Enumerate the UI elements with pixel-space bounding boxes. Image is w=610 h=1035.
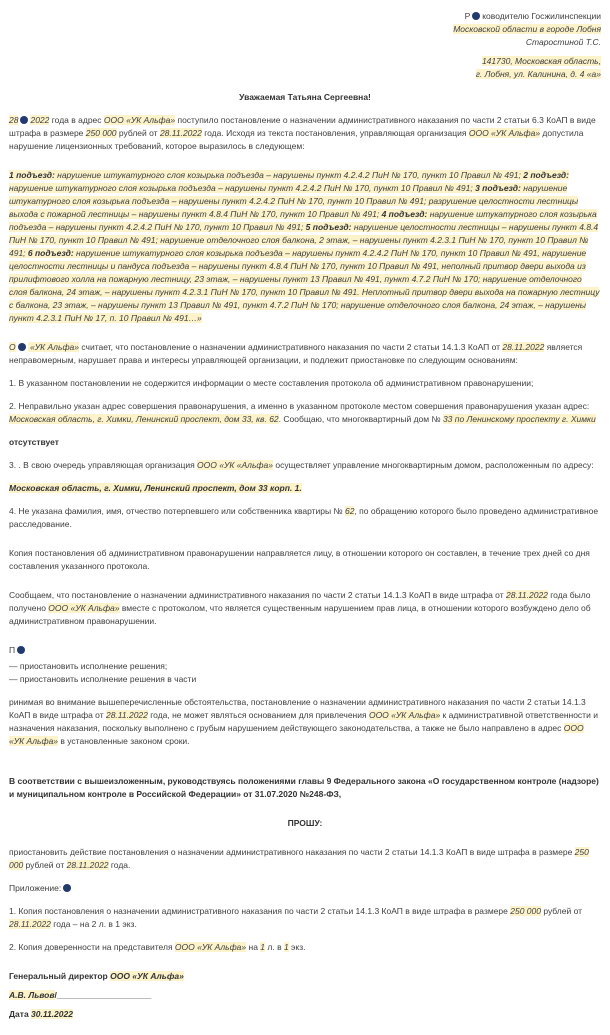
received-paragraph xyxy=(9,589,601,628)
option-item-2 xyxy=(9,673,601,686)
text-run: Сообщаем, что постановление о назначении административного наказания по части 2 статьи 14.1.3 КоАП в виде штрафа от xyxy=(9,590,506,600)
ground-1 xyxy=(9,377,601,390)
template-field-value[interactable]: 28.11.2022 xyxy=(505,590,548,600)
template-field-value[interactable]: 6 подъезд: xyxy=(27,248,74,258)
text-run: Генеральный директор xyxy=(9,971,111,981)
violations-paragraph xyxy=(9,169,601,325)
text-run: отсутствует xyxy=(9,437,59,447)
text-run: ПРОШУ: xyxy=(287,818,323,828)
text-run: года было получено xyxy=(9,590,591,613)
template-field-value[interactable]: 2 подъезд: xyxy=(523,170,570,180)
copy-rule-paragraph xyxy=(9,547,601,573)
template-field-value[interactable]: нарушение штукатурного слоя козырька подъезда – нарушены пункт 4.2.4.2 ПиН № 170, пункт 10 Правил № 491; xyxy=(9,183,476,193)
template-field-value[interactable]: 2022 xyxy=(30,115,50,125)
template-field-value[interactable]: 28.11.2022 xyxy=(66,860,109,870)
template-field-value[interactable]: ООО «УК Альфа» xyxy=(9,723,584,746)
template-field-value[interactable]: О xyxy=(9,342,16,352)
template-field-value[interactable]: ООО «УК Альфа» xyxy=(103,115,176,125)
template-field-value[interactable]: ООО «УК Альфа» xyxy=(48,603,120,613)
text-run: /____________________ xyxy=(54,990,152,1000)
template-field-value[interactable]: 28.11.2022 xyxy=(502,342,545,352)
text-run: — приостановить исполнение решения; xyxy=(9,661,168,671)
template-field-value[interactable]: нарушение штукатурного слоя козырька подъезда – нарушены пункт 4.2.4.2 ПиН № 170, пункт 10 Правил № 491, нарушение целостности лестницы и пандуса подъезда – нарушены пункт 4.8.4 ПиН № 170, пункт 10 Правил № 491, неполный притвор двери выхода из прилифтового холла на пожарную лестницу, 23 этаж, – нарушены пункт 13 Правил № 491, пункт 4.7.2 ПиН № 170; нарушение отделочного слоя балкона, 24 этаж, – нарушены пункт 4.2.3.1 ПиН № 170, пункт 10 Правил № 491. Неплотный притвор двери выхода на пожарную лестницу с балкона, 23 этаж, – нарушены пункт 13 Правил № 491, пункт 4.7.2 ПиН № 170; нарушение отделочного слоя балкона, 24 этаж, – нарушены пункт 4.2.3.1 ПиН № 17, п. 10 Правил № 491…» xyxy=(9,248,600,323)
text-run: в установленные законом сроки. xyxy=(58,736,190,746)
managed-address xyxy=(9,482,601,495)
signature-line xyxy=(9,989,601,1002)
document-body xyxy=(9,10,601,1021)
text-run: года в адрес xyxy=(49,115,104,125)
template-field-value[interactable]: «УК Альфа» xyxy=(27,342,80,352)
ground-4 xyxy=(9,505,601,531)
template-field-value[interactable]: 1 xyxy=(283,942,289,952)
field-marker-dot-icon[interactable] xyxy=(20,116,28,124)
text-run: вместе с протоколом, что является существенным нарушением прав лица, в отношении которого возбуждено дело об административном правонарушении. xyxy=(9,603,591,626)
text-run: 1. В указанном постановлении не содержится информации о месте составления протокола об административном правонарушении; xyxy=(9,378,534,388)
text-run: года, не может являться основанием для привлечения xyxy=(147,710,369,720)
text-run: к административной ответственности и назначения наказания, поскольку выполнено с грубым нарушением действующего законодательства, а также не было направлено в адрес xyxy=(9,710,598,733)
template-field-value[interactable]: ООО «УК Альфа» xyxy=(174,942,247,952)
template-field-value[interactable]: 3 подъезд: xyxy=(475,183,521,193)
template-field-value[interactable]: 141730, Московская область, xyxy=(481,56,601,66)
text-run: 3. . В свою очередь управляющая организация xyxy=(9,460,198,470)
text-run: 1. Копия постановления о назначении административного наказания по части 2 статьи 14.1.3 КоАП в виде штрафа в размере xyxy=(9,906,511,916)
template-field-value[interactable]: 28.11.2022 xyxy=(9,919,51,929)
text-run: 2. Копия доверенности на представителя xyxy=(9,942,175,952)
template-field-value[interactable]: 4 подъезд: xyxy=(381,209,428,219)
attachments-heading xyxy=(9,882,601,895)
text-run: года. xyxy=(108,860,131,870)
template-field-value[interactable]: ООО «УК Альфа» xyxy=(468,128,541,138)
text-run: . Сообщаю, что многоквартирный дом № xyxy=(278,414,443,424)
text-run: допустила нарушение лицензионных требований, которое выразилось в следующем: xyxy=(9,128,584,151)
text-run: осуществляет управление многоквартирным домом, расположенным по адресу: xyxy=(273,460,594,470)
recipient-line-3 xyxy=(9,36,601,49)
text-run: рублей от xyxy=(116,128,160,138)
ground-2 xyxy=(9,400,601,426)
text-run: Приложение: xyxy=(9,883,62,893)
recipient-line-1 xyxy=(9,10,601,23)
intro-paragraph xyxy=(9,114,601,153)
field-marker-dot-icon[interactable] xyxy=(63,884,71,892)
text-run: В соответствии с вышеизложенным, руководствуясь положениями главы 9 Федерального закона «О государственном контроле (надзоре) и муниципальном контроле в Российской Федерации» от 31.07.2020 №248-ФЗ, xyxy=(9,776,599,799)
template-field-value[interactable]: ООО «УК Альфа» xyxy=(368,710,441,720)
template-field-value[interactable]: 250 000 xyxy=(510,906,541,916)
template-field-value[interactable]: 30.11.2022 xyxy=(31,1009,73,1019)
text-run: 4. Не указана фамилия, имя, отчество потерпевшего или собственника квартиры № xyxy=(9,506,345,516)
text-run: Уважаемая Татьяна Сергеевна! xyxy=(239,92,371,102)
text-run: Старостиной Т.С. xyxy=(525,37,601,47)
text-run: 2. Неправильно указан адрес совершения правонарушения, а именно в указанном протоколе местом совершения правонарушения указан адрес: xyxy=(9,401,590,411)
template-field-value[interactable]: Московской области в городе Лобня xyxy=(453,24,601,34)
text-run: П xyxy=(9,645,16,655)
text-run: считает, что постановление о назначении административного наказания по части 2 статьи 14.1.3 КоАП от xyxy=(79,342,503,352)
template-field-value[interactable]: 28.11.2022 xyxy=(159,128,202,138)
attachment-2 xyxy=(9,941,601,954)
template-field-value[interactable]: 5 подъезд: xyxy=(305,222,352,232)
text-run: поступило постановление о назначении административного наказания по части 2 статьи 6.3 КоАП в виде штрафа в размере xyxy=(9,115,596,138)
date-line xyxy=(9,1008,601,1021)
text-run: Р xyxy=(464,11,471,21)
template-field-value[interactable]: г. Лобня, ул. Калинина, д. 4 «а» xyxy=(475,69,601,79)
text-run: рублей от xyxy=(23,860,67,870)
option-item-1 xyxy=(9,660,601,673)
text-run: приостановить действие постановления о назначении административного наказания по части 2 статьи 14.1.3 КоАП в виде штрафа в размере xyxy=(9,847,575,857)
field-marker-dot-icon[interactable] xyxy=(17,646,25,654)
template-field-value[interactable]: нарушение штукатурного слоя козырька подъезда – нарушены пункт 4.2.4.2 ПиН № 170, пункт 10 Правил № 491; разрушение целостности лестницы выхода с пожарной лестницы – нарушены пункт 4.8.4 ПиН № 170, пункт 10 Правил № 491; xyxy=(9,183,579,219)
template-field-value[interactable]: 250 000 xyxy=(85,128,117,138)
director-line xyxy=(9,970,601,983)
claim-paragraph xyxy=(9,341,601,367)
template-field-value[interactable]: А.В. Львов xyxy=(9,990,55,1000)
recipient-line-2 xyxy=(9,23,601,36)
template-field-value[interactable]: 28 xyxy=(9,115,19,125)
text-run: является неправомерным, нарушает права и интересы управляющей организации, и подлежит приостановке по следующим основаниям: xyxy=(9,342,583,365)
field-marker-dot-icon[interactable] xyxy=(472,12,480,20)
template-field-value[interactable]: нарушение штукатурного слоя козырька подъезда – нарушены пункт 4.2.4.2 ПиН № 170, пункт 10 Правил № 491; xyxy=(9,209,597,232)
text-run: экз. xyxy=(288,942,306,952)
text-run: ководителю Госжилинспекции xyxy=(482,11,601,21)
ground-3 xyxy=(9,459,601,472)
field-marker-dot-icon[interactable] xyxy=(18,343,26,351)
template-field-value[interactable]: Московская область, г. Химки, Ленинский проспект, дом 33 корп. 1. xyxy=(9,483,302,493)
template-field-value[interactable]: нарушение штукатурного слоя козырька подъезда – нарушены пункт 4.2.4.2 ПиН № 170, пункт 10 Правил № 491; xyxy=(54,170,524,180)
text-run: — приостановить исполнение решения в части xyxy=(9,674,197,684)
text-run: ринимая во внимание вышеперечисленные обстоятельства, постановление о назначении административного наказания по части 2 статьи 14.1.3 КоАП в виде штрафа от xyxy=(9,697,586,720)
template-field-value[interactable]: ООО «УК «Альфа» xyxy=(197,460,273,470)
template-field-value[interactable]: ООО «УК Альфа» xyxy=(110,971,184,981)
absent-word xyxy=(9,436,601,449)
template-field-value[interactable]: 33 по Ленинскому проспекту г. Химки xyxy=(442,414,596,424)
text-run: л. в xyxy=(265,942,284,952)
template-field-value[interactable]: 62 xyxy=(344,506,355,516)
template-field-value[interactable]: 1 подъезд: xyxy=(9,170,55,180)
template-field-value[interactable]: Московская область, г. Химки, Ленинский проспект, дом 33, кв. 62 xyxy=(9,414,279,424)
recipient-address-line-1 xyxy=(9,55,601,68)
request-paragraph xyxy=(9,846,601,872)
text-run: на xyxy=(246,942,261,952)
template-field-value[interactable]: 250 000 xyxy=(9,847,589,870)
request-heading xyxy=(9,817,601,830)
template-field-value[interactable]: 1 xyxy=(260,942,266,952)
recipient-address-line-2 xyxy=(9,68,601,81)
considering-paragraph xyxy=(9,696,601,748)
text-run: года – на 2 л. в 1 экз. xyxy=(50,919,137,929)
text-run: Дата xyxy=(9,1009,32,1019)
legal-basis-paragraph xyxy=(9,775,601,801)
attachment-1 xyxy=(9,905,601,931)
template-field-value[interactable]: 28.11.2022 xyxy=(105,710,148,720)
greeting xyxy=(9,91,601,104)
text-run: рублей от xyxy=(540,906,583,916)
text-run: Копия постановления об административном правонарушении направляется лицу, в отношении которого он составлен, в течение трех дней со дня составления указанного протокола. xyxy=(9,548,590,571)
text-run: года. Исходя из текста постановления, управляющая организация xyxy=(201,128,469,138)
text-run: , по обращению которого было проведено административное расследование. xyxy=(9,506,599,529)
template-field-value[interactable]: нарушение целостности лестницы – нарушены пункт 4.8.4 ПиН № 170, пункт 10 Правил № 491; нарушение отделочного слоя балкона, 2 этаж, – нарушены пункт 4.2.3.1 ПиН № 170, пункт 10 Правил № 491; xyxy=(9,222,599,258)
p-marker-line xyxy=(9,644,601,657)
